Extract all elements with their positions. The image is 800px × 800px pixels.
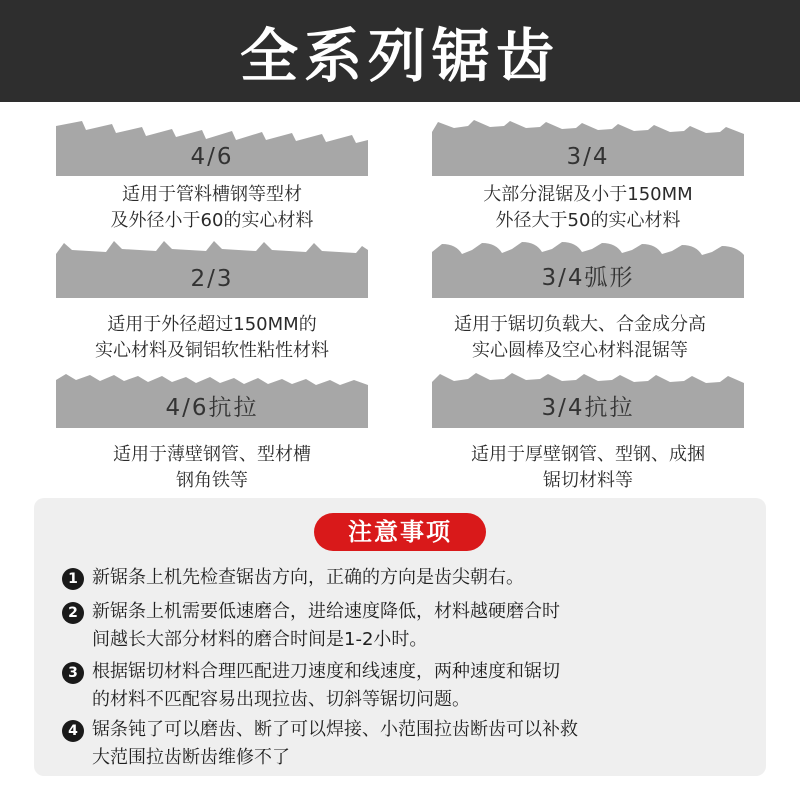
saw-blade-image: [56, 118, 368, 176]
page-title: 全系列锯齿: [239, 22, 560, 90]
number-badge-icon: 3: [62, 662, 84, 684]
notice-item: 4 锯条钝了可以磨齿、断了可以焊接、小范围拉齿断齿可以补救 大范围拉齿断齿维修不了: [62, 716, 752, 772]
notice-item: 1 新锯条上机先检查锯齿方向，正确的方向是齿尖朝右。: [62, 564, 752, 592]
saw-blade-image: [432, 240, 744, 298]
number-badge-icon: 4: [62, 720, 84, 742]
saw-blade-image: [432, 118, 744, 176]
blade-description: 适用于外径超过150MM的 实心材料及铜铝软性粘性材料: [95, 314, 329, 361]
tooth-pitch-label: 4/6: [190, 144, 234, 170]
number-badge-icon: 2: [62, 602, 84, 624]
tooth-pitch-label: 3/4: [566, 144, 610, 170]
blade-description: 适用于薄壁钢管、型材槽 钢角铁等: [113, 444, 311, 491]
tooth-pitch-label: 3/4弧形: [541, 265, 635, 291]
tooth-pitch-label: 3/4抗拉: [541, 395, 635, 421]
notice-item: 3 根据锯切材料合理匹配进刀速度和线速度，两种速度和锯切 的材料不匹配容易出现拉齿、切斜等锯切问题。: [62, 658, 752, 714]
saw-blade-image: [56, 240, 368, 298]
blade-description: 适用于厚壁钢管、型钢、成捆 锯切材料等: [471, 444, 705, 491]
tooth-pitch-label: 2/3: [190, 266, 234, 292]
header-banner: [0, 0, 800, 102]
notice-item: 2 新锯条上机需要低速磨合，进给速度降低，材料越硬磨合时 间越长大部分材料的磨合时间是1-2小时。: [62, 598, 752, 654]
blade-description: 适用于锯切负载大、合金成分高 实心圆棒及空心材料混锯等: [454, 314, 706, 361]
tooth-pitch-label: 4/6抗拉: [165, 395, 259, 421]
saw-blade-image: [56, 370, 368, 428]
blade-description: 适用于管料槽钢等型材 及外径小于60的实心材料: [110, 184, 314, 231]
notice-title-badge: 注意事项: [314, 513, 486, 551]
saw-blade-image: [432, 370, 744, 428]
blade-description: 大部分混锯及小于150MM 外径大于50的实心材料: [483, 184, 693, 231]
number-badge-icon: 1: [62, 568, 84, 590]
